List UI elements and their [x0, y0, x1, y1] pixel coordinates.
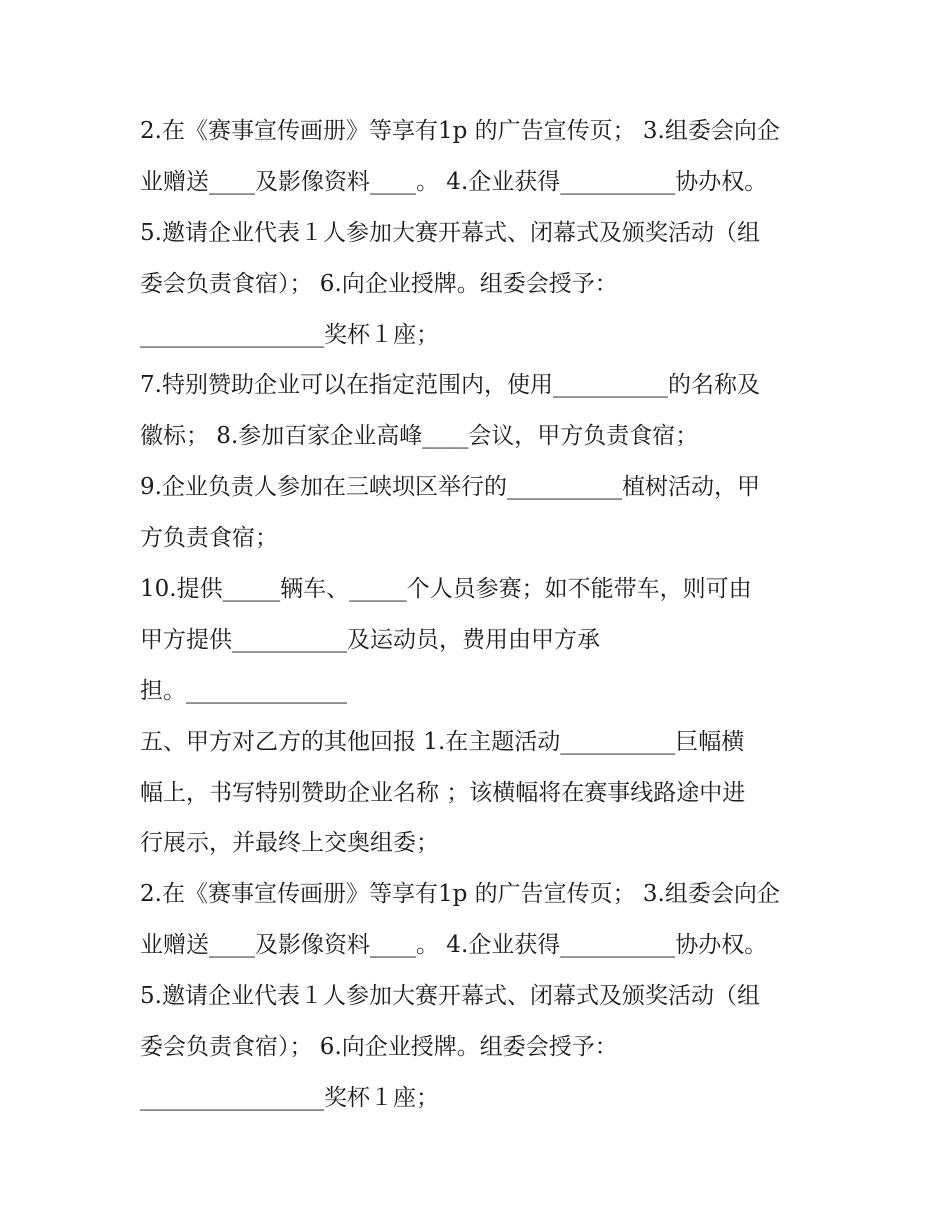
- text-line: 业赠送____及影像资料____。 4.企业获得__________协办权。: [140, 932, 768, 959]
- text-line: ________________奖杯１座；: [140, 321, 439, 348]
- text-line: 幅上，书写特别赞助企业名称 ；该横幅将在赛事线路途中进: [140, 779, 746, 806]
- text-line: 2.在《赛事宣传画册》等享有1p 的广告宣传页； 3.组委会向企: [140, 118, 780, 144]
- text-line: 10.提供_____辆车、_____个人员参赛；如不能带车，则可由: [140, 576, 752, 603]
- text-line: 9.企业负责人参加在三峡坝区举行的__________植树活动，甲: [140, 474, 760, 501]
- text-line: 担。______________: [140, 677, 347, 704]
- text-line: 五、甲方对乙方的其他回报 1.在主题活动__________巨幅横: [140, 728, 745, 755]
- document-body: [140, 106, 820, 1124]
- text-line: 2.在《赛事宣传画册》等享有1p 的广告宣传页； 3.组委会向企: [140, 881, 780, 908]
- text-line: 甲方提供__________及运动员，费用由甲方承: [140, 626, 600, 653]
- text-line: 5.邀请企业代表１人参加大赛开幕式、闭幕式及颁奖活动（组: [140, 983, 760, 1010]
- text-line: 徽标； 8.参加百家企业高峰____会议，甲方负责食宿；: [140, 423, 699, 450]
- text-line: 行展示，并最终上交奥组委；: [140, 830, 439, 857]
- text-line: 5.邀请企业代表１人参加大赛开幕式、闭幕式及颁奖活动（组: [140, 219, 760, 246]
- text-line: ________________奖杯１座；: [140, 1084, 439, 1111]
- text-line: 方负责食宿；: [140, 525, 278, 552]
- text-line: 委会负责食宿）； 6.向企业授牌。组委会授予：: [140, 1034, 618, 1061]
- text-line: 委会负责食宿）； 6.向企业授牌。组委会授予：: [140, 270, 618, 297]
- text-line: 7.特别赞助企业可以在指定范围内，使用__________的名称及: [140, 372, 760, 399]
- text-line: 业赠送____及影像资料____。 4.企业获得__________协办权。: [140, 168, 768, 195]
